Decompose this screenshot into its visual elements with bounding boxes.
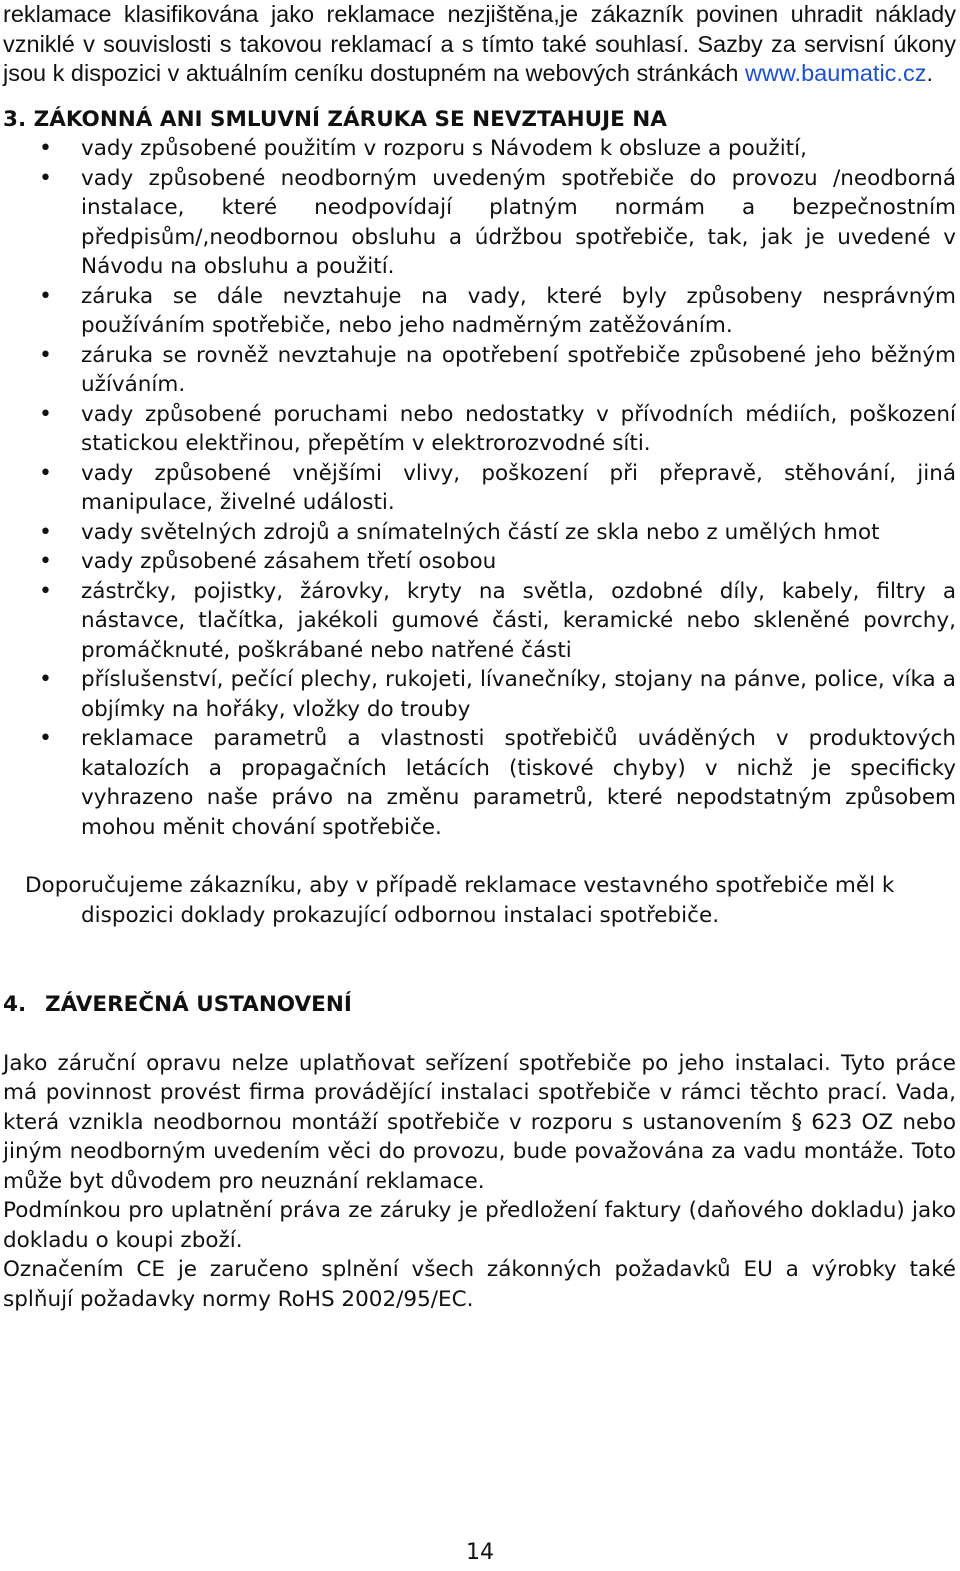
- list-item: • záruka se dále nevztahuje na vady, které byly způsobeny nesprávným používáním spotřebiče, nebo jeho nadměrným zatěžováním.: [3, 282, 956, 341]
- list-item: • záruka se rovněž nevztahuje na opotřebení spotřebiče způsobené jeho běžným užíváním.: [3, 341, 956, 400]
- closing-paragraph: Označením CE je zaručeno splnění všech zákonných požadavků EU a výrobky také splňují požadavky normy RoHS 2002/95/EC.: [3, 1257, 956, 1312]
- closing-paragraph: Podmínkou pro uplatnění práva ze záruky je předložení faktury (daňového dokladu) jako dokladu o koupi zboží.: [3, 1198, 956, 1253]
- closing-paragraphs: [3, 1049, 956, 1315]
- closing-paragraph: Jako záruční opravu nelze uplatňovat seřízení spotřebiče po jeho instalaci. Tyto práce má povinnost provést firma provádějící instalaci spotřebiče v rámci těchto prací. Vada, která vznikla neodbornou montáží spotřebiče v rozporu s ustanovením § 623 OZ nebo jiným neodborným uvedením věci do provozu, bude považována za vadu montáže. Toto může byt důvodem pro neuznání reklamace.: [3, 1050, 956, 1194]
- exclusions-list: [3, 134, 956, 842]
- intro-paragraph: [3, 0, 956, 89]
- list-item: • reklamace parametrů a vlastnosti spotřebičů uváděných v produktových katalozích a propagačních letácích (tiskové chyby) v nichž je specificky vyhrazeno naše právo na změnu parametrů, které nepodstatným způsobem mohou měnit chování spotřebiče.: [3, 724, 956, 842]
- baumatic-website-link[interactable]: www.baumatic.cz: [744, 60, 927, 86]
- document-page: [3, 0, 956, 1314]
- list-item: • vady způsobené vnějšími vlivy, poškození při přepravě, stěhování, jiná manipulace, živelné události.: [3, 459, 956, 518]
- list-item: • vady způsobené zásahem třetí osobou: [3, 547, 956, 577]
- recommendation-paragraph: Doporučujeme zákazníku, aby v případě reklamace vestavného spotřebiče měl k dispozici doklady prokazující odbornou instalaci spotřebiče.: [25, 873, 895, 928]
- list-item: • vady způsobené použitím v rozporu s Návodem k obsluze a použití,: [3, 134, 956, 164]
- list-item: • zástrčky, pojistky, žárovky, kryty na světla, ozdobné díly, kabely, filtry a nástavce, tlačítka, jakékoli gumové části, keramické nebo skleněné povrchy, promáčknuté, poškrábané nebo natřené části: [3, 577, 956, 666]
- list-item: • vady způsobené poruchami nebo nedostatky v přívodních médiích, poškození statickou elektřinou, přepětím v elektrorozvodné síti.: [3, 400, 956, 459]
- page-number: 14: [466, 1540, 494, 1565]
- intro-text-end: .: [926, 60, 933, 86]
- intro-text-start: reklamace klasifikována jako reklamace nezjištěna,je zákazník povinen uhradit náklady vzniklé v souvislosti s takovou reklamací a s tímto také souhlasí. Sazby za servisní úkony jsou k dispozici v aktuálním ceníku dostupném na webových stránkách: [3, 1, 956, 86]
- section-4-title: ZÁVEREČNÁ USTANOVENÍ: [45, 992, 352, 1017]
- section-4-number: 4.: [3, 992, 27, 1017]
- intro-text: [3, 0, 956, 89]
- section-4-heading: [3, 990, 956, 1020]
- list-item: • vady způsobené neodborným uvedeným spotřebiče do provozu /neodborná instalace, které neodpovídají platným normám a bezpečnostním předpisům/,neodbornou obsluhu a údržbou spotřebiče, tak, jak je uvedené v Návodu na obsluhu a použití.: [3, 164, 956, 282]
- list-item: • příslušenství, pečící plechy, rukojeti, lívanečníky, stojany na pánve, police, víka a objímky na hořáky, vložky do trouby: [3, 665, 956, 724]
- list-item: • vady světelných zdrojů a snímatelných částí ze skla nebo z umělých hmot: [3, 518, 956, 548]
- section-3-heading: 3. ZÁKONNÁ ANI SMLUVNÍ ZÁRUKA SE NEVZTAHUJE NA: [3, 106, 667, 132]
